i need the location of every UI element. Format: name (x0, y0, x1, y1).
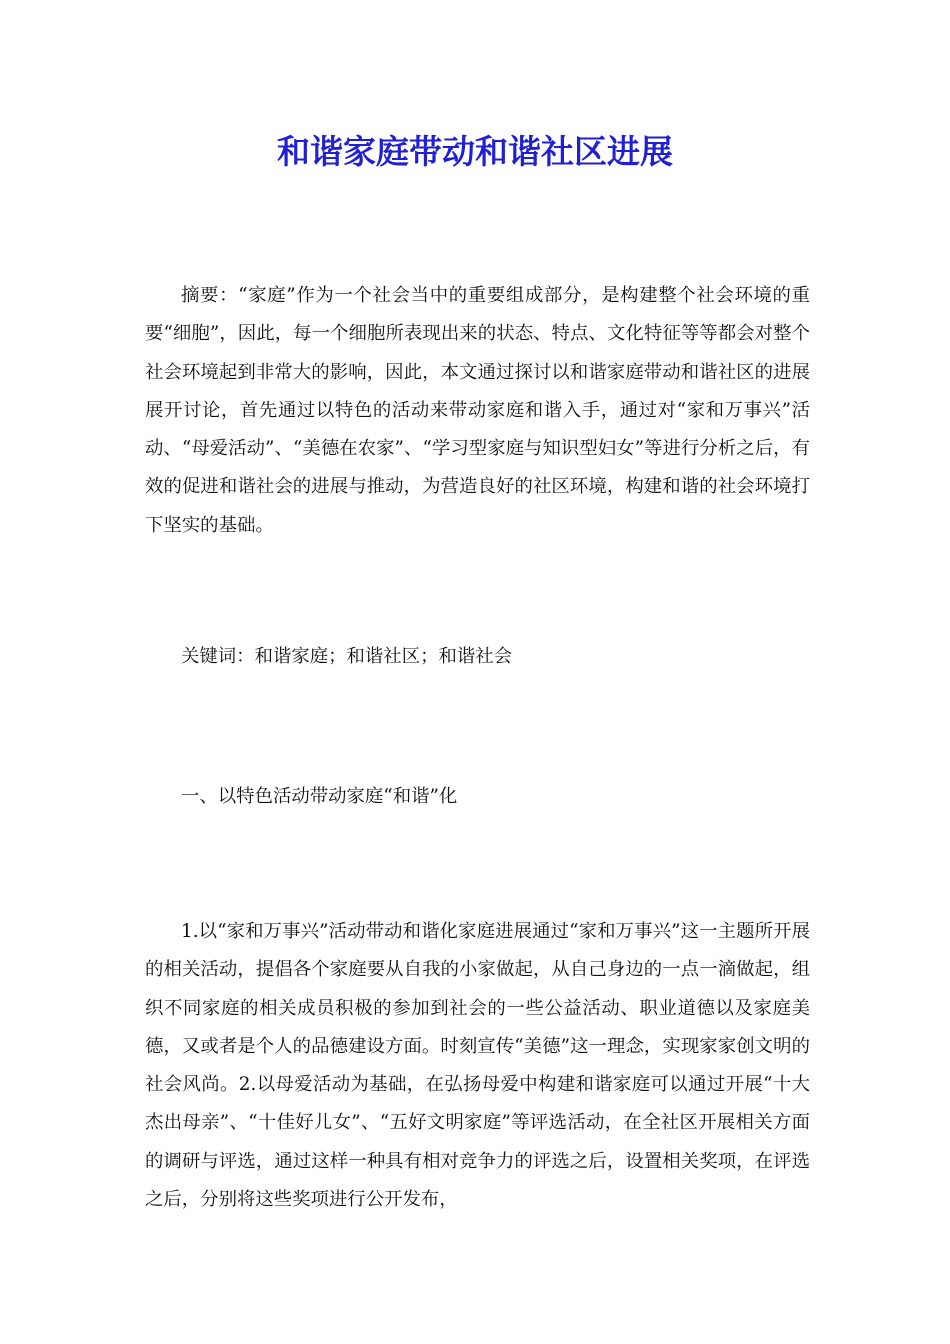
abstract-paragraph: 摘要：“家庭”作为一个社会当中的重要组成部分，是构建整个社会环境的重要“细胞”，因此，每一个细胞所表现出来的状态、特点、文化特征等等都会对整个社会环境起到非常大的影响，因此，本文通过探讨以和谐家庭带动和谐社区的进展展开讨论，首先通过以特色的活动来带动家庭和谐入手，通过对“家和万事兴”活动、“母爱活动”、“美德在农家”、“学习型家庭与知识型妇女”等进行分析之后，有效的促进和谐社会的进展与推动，为营造良好的社区环境，构建和谐的社会环境打下坚实的基础。 (145, 285, 810, 536)
body-paragraph-1: 1.以“家和万事兴”活动带动和谐化家庭进展通过“家和万事兴”这一主题所开展的相关活动，提倡各个家庭要从自我的小家做起，从自己身边的一点一滴做起，组织不同家庭的相关成员积极的参加到社会的一些公益活动、职业道德以及家庭美德，又或者是个人的品德建设方面。时刻宣传“美德”这一理念，实现家家创文明的社会风尚。2.以母爱活动为基础，在弘扬母爱中构建和谐家庭可以通过开展“十大杰出母亲”、“十佳好儿女”、“五好文明家庭”等评选活动，在全社区开展相关方面的调研与评选，通过这样一种具有相对竞争力的评选之后，设置相关奖项，在评选之后，分别将这些奖项进行公开发布， (145, 921, 810, 1211)
document-title: 和谐家庭带动和谐社区进展 (277, 132, 673, 171)
keywords-line: 关键词：和谐家庭；和谐社区；和谐社会 (181, 646, 513, 667)
section-heading-1: 一、以特色活动带动家庭“和谐”化 (181, 786, 458, 807)
